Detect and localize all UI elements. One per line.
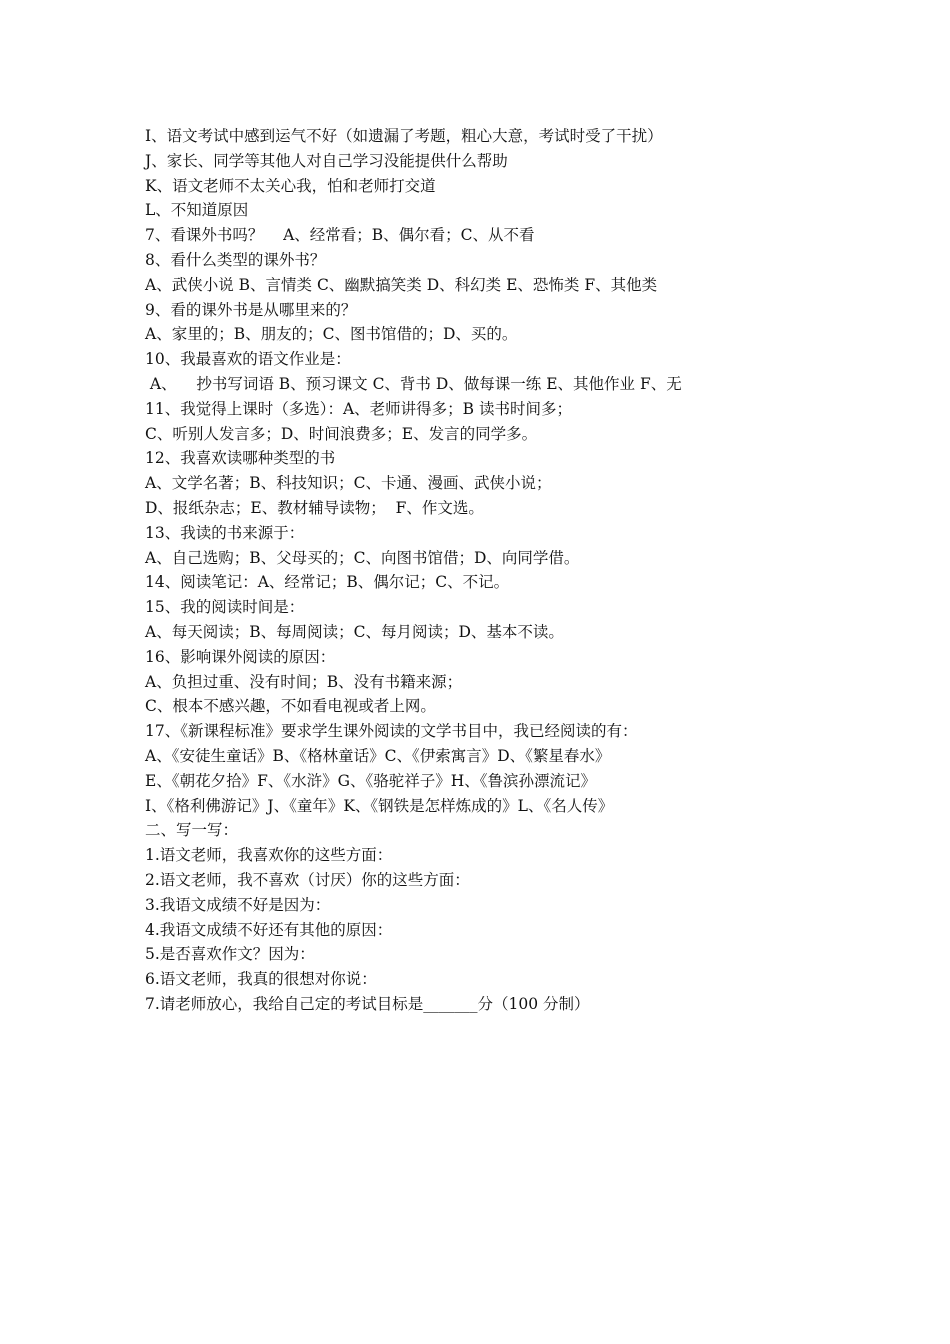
section-two-heading: 二、写一写： (145, 821, 239, 840)
question-15: 15、我的阅读时间是： (145, 598, 305, 617)
question-17-options-i: I、《格利佛游记》J、《童年》K、《钢铁是怎样炼成的》L、《名人传》 (145, 796, 614, 815)
question-13-options: A、自己选购；B、父母买的；C、向图书馆借；D、向同学借。 (145, 548, 580, 567)
document-body (145, 124, 785, 1017)
question-13: 13、我读的书来源于： (145, 523, 305, 542)
question-17-options-e: E、《朝花夕拾》F、《水浒》G、《骆驼祥子》H、《鲁滨孙漂流记》 (145, 771, 596, 790)
question-16-options-b: C、根本不感兴趣，不如看电视或者上网。 (145, 697, 436, 716)
question-12-options-b: D、报纸杂志；E、教材辅导读物； F、作文选。 (145, 498, 484, 517)
question-16-options-a: A、负担过重、没有时间；B、没有书籍来源； (145, 672, 463, 691)
question-9-options: A、家里的；B、朋友的；C、图书馆借的；D、买的。 (145, 325, 518, 344)
write-item-6: 6.语文老师，我真的很想对你说： (145, 970, 377, 989)
write-item-3: 3.我语文成绩不好是因为： (145, 895, 331, 914)
question-16: 16、影响课外阅读的原因： (145, 647, 336, 666)
write-item-1: 1.语文老师，我喜欢你的这些方面： (145, 846, 393, 865)
question-12: 12、我喜欢读哪种类型的书 (145, 449, 336, 468)
question-8: 8、看什么类型的课外书？ (145, 250, 326, 269)
question-12-options-a: A、文学名著；B、科技知识；C、卡通、漫画、武侠小说； (145, 474, 552, 493)
question-11: 11、我觉得上课时（多选）：A、老师讲得多；B 读书时间多； (145, 399, 572, 418)
write-item-4: 4.我语文成绩不好还有其他的原因： (145, 920, 393, 939)
question-7: 7、看课外书吗？ A、经常看；B、偶尔看；C、从不看 (145, 226, 535, 245)
question-10-options: A、 抄书写词语 B、预习课文 C、背书 D、做每课一练 E、其他作业 F、无 (145, 374, 682, 393)
question-15-options: A、每天阅读；B、每周阅读；C、每月阅读；D、基本不读。 (145, 622, 564, 641)
write-item-2: 2.语文老师，我不喜欢（讨厌）你的这些方面： (145, 870, 470, 889)
option-j-line: J、家长、同学等其他人对自己学习没能提供什么帮助 (145, 151, 508, 170)
option-l-line: L、不知道原因 (145, 201, 249, 220)
option-k-line: K、语文老师不太关心我，怕和老师打交道 (145, 176, 436, 195)
write-item-7: 7.请老师放心，我给自己定的考试目标是_______分（100 分制） (145, 994, 590, 1013)
write-item-5: 5.是否喜欢作文？因为： (145, 945, 315, 964)
question-17: 17、《新课程标准》要求学生课外阅读的文学书目中，我已经阅读的有： (145, 722, 638, 741)
option-i-line: I、语文考试中感到运气不好（如遗漏了考题，粗心大意，考试时受了干扰） (145, 127, 663, 145)
question-8-options: A、武侠小说 B、言情类 C、幽默搞笑类 D、科幻类 E、恐怖类 F、其他类 (145, 275, 658, 294)
question-10: 10、我最喜欢的语文作业是： (145, 350, 351, 369)
question-11-options: C、听别人发言多；D、时间浪费多；E、发言的同学多。 (145, 424, 538, 443)
question-17-options-a: A、《安徒生童话》B、《格林童话》C、《伊索寓言》D、《繁星春水》 (145, 746, 611, 765)
question-14: 14、阅读笔记：A、经常记；B、偶尔记；C、不记。 (145, 573, 510, 592)
question-9: 9、看的课外书是从哪里来的？ (145, 300, 357, 319)
